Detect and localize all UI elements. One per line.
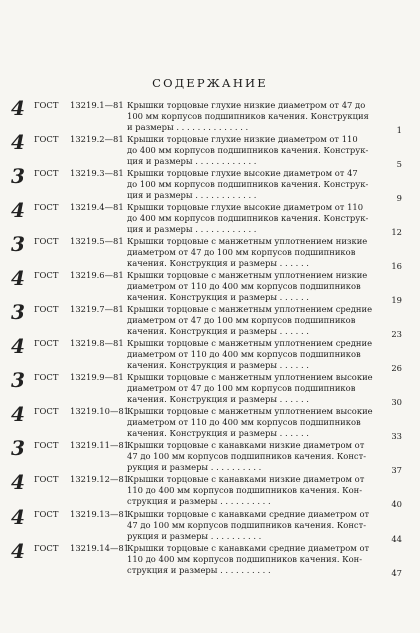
- gost-label: ГОСТ: [34, 474, 59, 484]
- description-line: и размеры . . . . . . . . . . . . . .: [127, 122, 249, 133]
- page-number: 23: [391, 329, 402, 339]
- handwritten-mark: 3: [11, 164, 25, 188]
- entry-description: [127, 304, 389, 338]
- standard-number: 13219.10—81: [70, 406, 129, 416]
- entry-description: [127, 440, 389, 474]
- standard-number: 13219.4—81: [70, 202, 124, 212]
- standard-number: 13219.7—81: [70, 304, 124, 314]
- standard-number: 13219.5—81: [70, 236, 124, 246]
- standard-id: [34, 474, 129, 484]
- gost-label: ГОСТ: [34, 236, 59, 246]
- entry-description: [127, 474, 389, 508]
- description-line: Крышки торцовые с манжетным уплотнением высокие: [127, 406, 373, 416]
- gost-label: ГОСТ: [34, 372, 59, 382]
- description-line: Крышки торцовые с манжетным уплотнением средние: [127, 338, 373, 348]
- description-line: рукция и размеры . . . . . . . . . .: [127, 462, 262, 473]
- standard-id: [34, 338, 124, 348]
- description-line: струкция и размеры . . . . . . . . . .: [127, 565, 271, 576]
- handwritten-mark: 3: [11, 436, 25, 460]
- toc-entry: [0, 96, 420, 135]
- standard-id: [34, 100, 124, 110]
- handwritten-mark: 4: [11, 334, 25, 358]
- description-line: качения. Конструкция и размеры . . . . . .: [127, 360, 309, 371]
- gost-label: ГОСТ: [34, 406, 59, 416]
- standard-id: [34, 304, 124, 314]
- description-line: 110 до 400 мм корпусов подшипников качения. Кон-: [127, 554, 363, 565]
- standard-number: 13219.9—81: [70, 372, 124, 382]
- description-line: качения. Конструкция и размеры . . . . . .: [127, 394, 309, 405]
- description-line: ция и размеры . . . . . . . . . . . .: [127, 224, 257, 235]
- gost-label: ГОСТ: [34, 270, 59, 280]
- toc-entry: [0, 130, 420, 169]
- standard-id: [34, 372, 124, 382]
- gost-label: ГОСТ: [34, 168, 59, 178]
- entry-description: [127, 236, 389, 270]
- description-line: качения. Конструкция и размеры . . . . . .: [127, 258, 309, 269]
- handwritten-mark: 4: [11, 266, 25, 290]
- page-number: 37: [391, 465, 402, 475]
- standard-number: 13219.12—81: [70, 474, 129, 484]
- entry-description: [127, 134, 389, 168]
- gost-label: ГОСТ: [34, 509, 59, 519]
- description-line: струкция и размеры . . . . . . . . . .: [127, 496, 271, 507]
- entry-description: [127, 270, 389, 304]
- page-number: 26: [391, 363, 402, 373]
- entry-description: [127, 338, 389, 372]
- page-number: 5: [396, 159, 402, 169]
- handwritten-mark: 3: [11, 232, 25, 256]
- description-line: до 400 мм корпусов подшипников качения. Конструк-: [127, 145, 369, 156]
- handwritten-mark: 4: [11, 505, 25, 529]
- description-line: качения. Конструкция и размеры . . . . . .: [127, 428, 309, 439]
- description-line: Крышки торцовые глухие высокие диаметром от 110: [127, 202, 364, 212]
- handwritten-mark: 4: [11, 539, 25, 563]
- description-line: качения. Конструкция и размеры . . . . . .: [127, 292, 309, 303]
- description-line: диаметром от 110 до 400 мм корпусов подшипников: [127, 417, 361, 428]
- standard-id: [34, 270, 124, 280]
- description-line: ция и размеры . . . . . . . . . . . .: [127, 156, 257, 167]
- page-number: 44: [391, 534, 402, 544]
- gost-label: ГОСТ: [34, 134, 59, 144]
- entry-description: [127, 100, 389, 134]
- standard-number: 13219.11—81: [70, 440, 129, 450]
- handwritten-mark: 3: [11, 300, 25, 324]
- standard-id: [34, 202, 124, 212]
- page-number: 1: [396, 125, 402, 135]
- description-line: Крышки торцовые с манжетным уплотнением средние: [127, 304, 373, 314]
- standard-number: 13219.14—81: [70, 543, 129, 553]
- gost-label: ГОСТ: [34, 543, 59, 553]
- description-line: Крышки торцовые с манжетным уплотнением низкие: [127, 236, 368, 246]
- page-number: 16: [391, 261, 402, 271]
- handwritten-mark: 4: [11, 198, 25, 222]
- handwritten-mark: 3: [11, 368, 25, 392]
- description-line: Крышки торцовые глухие низкие диаметром от 47 до: [127, 100, 366, 110]
- description-line: диаметром от 110 до 400 мм корпусов подшипников: [127, 349, 361, 360]
- gost-label: ГОСТ: [34, 202, 59, 212]
- page-number: 9: [396, 193, 402, 203]
- standard-number: 13219.3—81: [70, 168, 124, 178]
- page-title: СОДЕРЖАНИЕ: [152, 76, 268, 90]
- standard-id: [34, 509, 129, 519]
- standard-number: 13219.1—81: [70, 100, 124, 110]
- description-line: диаметром от 47 до 100 мм корпусов подшипников: [127, 315, 356, 326]
- handwritten-mark: 4: [11, 470, 25, 494]
- gost-label: ГОСТ: [34, 304, 59, 314]
- gost-label: ГОСТ: [34, 338, 59, 348]
- gost-label: ГОСТ: [34, 440, 59, 450]
- standard-number: 13219.13—81: [70, 509, 129, 519]
- entry-description: [127, 168, 389, 202]
- toc-entry: [0, 300, 420, 339]
- standard-id: [34, 406, 129, 416]
- standard-number: 13219.6—81: [70, 270, 124, 280]
- description-line: Крышки торцовые с манжетным уплотнением низкие: [127, 270, 368, 280]
- description-line: 47 до 100 мм корпусов подшипников качения. Конст-: [127, 451, 367, 462]
- description-line: качения. Конструкция и размеры . . . . . .: [127, 326, 309, 337]
- description-line: Крышки торцовые с канавками низкие диаметром от: [127, 474, 365, 484]
- standard-number: 13219.2—81: [70, 134, 124, 144]
- standard-id: [34, 168, 124, 178]
- description-line: диаметром от 47 до 100 мм корпусов подшипников: [127, 383, 356, 394]
- description-line: до 400 мм корпусов подшипников качения. Конструк-: [127, 213, 369, 224]
- toc-entry: [0, 198, 420, 237]
- entry-description: [127, 372, 389, 406]
- description-line: диаметром от 47 до 100 мм корпусов подшипников: [127, 247, 356, 258]
- standard-id: [34, 543, 129, 553]
- description-line: Крышки торцовые с манжетным уплотнением высокие: [127, 372, 373, 382]
- page-number: 30: [391, 397, 402, 407]
- handwritten-mark: 4: [11, 402, 25, 426]
- description-line: Крышки торцовые глухие низкие диаметром от 110: [127, 134, 358, 144]
- standard-number: 13219.8—81: [70, 338, 124, 348]
- standard-id: [34, 440, 129, 450]
- page-number: 19: [391, 295, 402, 305]
- page-number: 40: [391, 499, 402, 509]
- page-number: 12: [391, 227, 402, 237]
- description-line: 47 до 100 мм корпусов подшипников качения. Конст-: [127, 520, 367, 531]
- standard-id: [34, 134, 124, 144]
- page-number: 47: [391, 568, 402, 578]
- description-line: Крышки торцовые с канавками низкие диаметром от: [127, 440, 365, 450]
- description-line: Крышки торцовые с канавками средние диаметром от: [127, 509, 370, 519]
- description-line: 100 мм корпусов подшипников качения. Конструкция: [127, 111, 369, 122]
- description-line: ция и размеры . . . . . . . . . . . .: [127, 190, 257, 201]
- entry-description: [127, 406, 389, 440]
- standard-id: [34, 236, 124, 246]
- description-line: диаметром от 110 до 400 мм корпусов подшипников: [127, 281, 361, 292]
- entry-description: [127, 202, 389, 236]
- description-line: Крышки торцовые с канавками средние диаметром от: [127, 543, 370, 553]
- description-line: 110 до 400 мм корпусов подшипников качения. Кон-: [127, 485, 363, 496]
- entry-description: [127, 509, 389, 543]
- description-line: до 100 мм корпусов подшипников качения. Конструк-: [127, 179, 369, 190]
- entry-description: [127, 543, 389, 577]
- handwritten-mark: 4: [11, 130, 25, 154]
- handwritten-mark: 4: [11, 96, 25, 120]
- description-line: Крышки торцовые глухие высокие диаметром от 47: [127, 168, 358, 178]
- description-line: рукция и размеры . . . . . . . . . .: [127, 531, 262, 542]
- toc-entry: [0, 164, 420, 203]
- page-number: 33: [391, 431, 402, 441]
- gost-label: ГОСТ: [34, 100, 59, 110]
- toc-entry: [0, 505, 420, 544]
